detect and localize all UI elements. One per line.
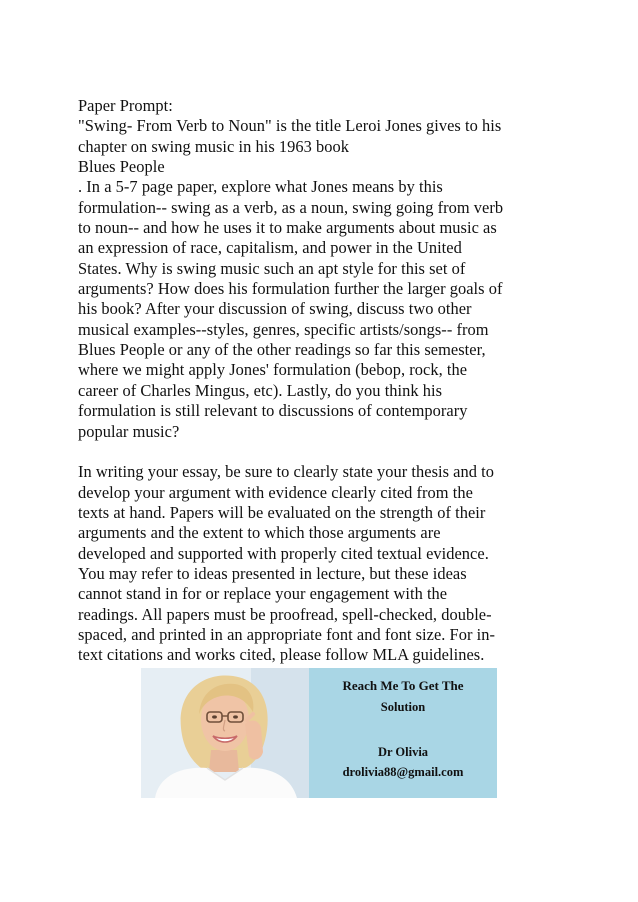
paper-prompt <box>78 96 578 442</box>
promo-subheadline: Solution <box>380 700 426 714</box>
paragraph-gap <box>78 442 578 462</box>
prompt-line: to noun-- and how he uses it to make arguments about music as <box>78 218 497 238</box>
prompt-line: Blues People <box>78 157 165 177</box>
instructions-line: In writing your essay, be sure to clearly state your thesis and to <box>78 462 494 482</box>
document-text <box>78 96 578 666</box>
instructions-line: You may refer to ideas presented in lecture, but these ideas <box>78 563 467 583</box>
instructions-line: cannot stand in for or replace your engagement with the <box>78 584 448 604</box>
prompt-line: career of Charles Mingus, etc). Lastly, do you think his <box>78 380 443 400</box>
instructions-line: developed and supported with properly cited textual evidence. <box>78 543 489 563</box>
promo-headline: Reach Me To Get The <box>342 678 464 693</box>
prompt-line: an expression of race, capitalism, and power in the United <box>78 238 462 258</box>
tutor-photo <box>141 668 309 798</box>
contact-email: drolivia88@gmail.com <box>342 765 464 779</box>
contact-panel <box>309 668 497 798</box>
prompt-line: . In a 5-7 page paper, explore what Jones means by this <box>78 177 443 197</box>
prompt-line: "Swing- From Verb to Noun" is the title Leroi Jones gives to his <box>78 116 502 136</box>
instructions-line: develop your argument with evidence clearly cited from the <box>78 482 473 502</box>
prompt-line: popular music? <box>78 421 180 441</box>
promo-banner <box>141 668 497 798</box>
prompt-line: chapter on swing music in his 1963 book <box>78 136 350 156</box>
prompt-line: where we might apply Jones' formulation (bebop, rock, the <box>78 360 468 380</box>
instructions-line: texts at hand. Papers will be evaluated on the strength of their <box>78 502 486 522</box>
instructions-line: spaced, and printed in an appropriate font and font size. For in- <box>78 624 495 644</box>
tutor-name: Dr Olivia <box>377 745 429 759</box>
instructions-line: arguments and the extent to which those arguments are <box>78 523 441 543</box>
prompt-line: formulation-- swing as a verb, as a noun, swing going from verb <box>78 197 504 217</box>
prompt-line: arguments? How does his formulation further the larger goals of <box>78 279 503 299</box>
instructions-line: readings. All papers must be proofread, spell-checked, double- <box>78 604 492 624</box>
prompt-line: Blues People or any of the other readings so far this semester, <box>78 340 486 360</box>
prompt-line: formulation is still relevant to discussions of contemporary <box>78 401 468 421</box>
prompt-line: Paper Prompt: <box>78 96 173 115</box>
prompt-line: musical examples--styles, genres, specific artists/songs-- from <box>78 319 489 339</box>
instructions-line: text citations and works cited, please follow MLA guidelines. <box>78 645 485 665</box>
essay-instructions <box>78 462 578 665</box>
prompt-line: States. Why is swing music such an apt style for this set of <box>78 258 466 278</box>
prompt-line: his book? After your discussion of swing, discuss two other <box>78 299 472 319</box>
woman-portrait-image <box>141 668 309 798</box>
